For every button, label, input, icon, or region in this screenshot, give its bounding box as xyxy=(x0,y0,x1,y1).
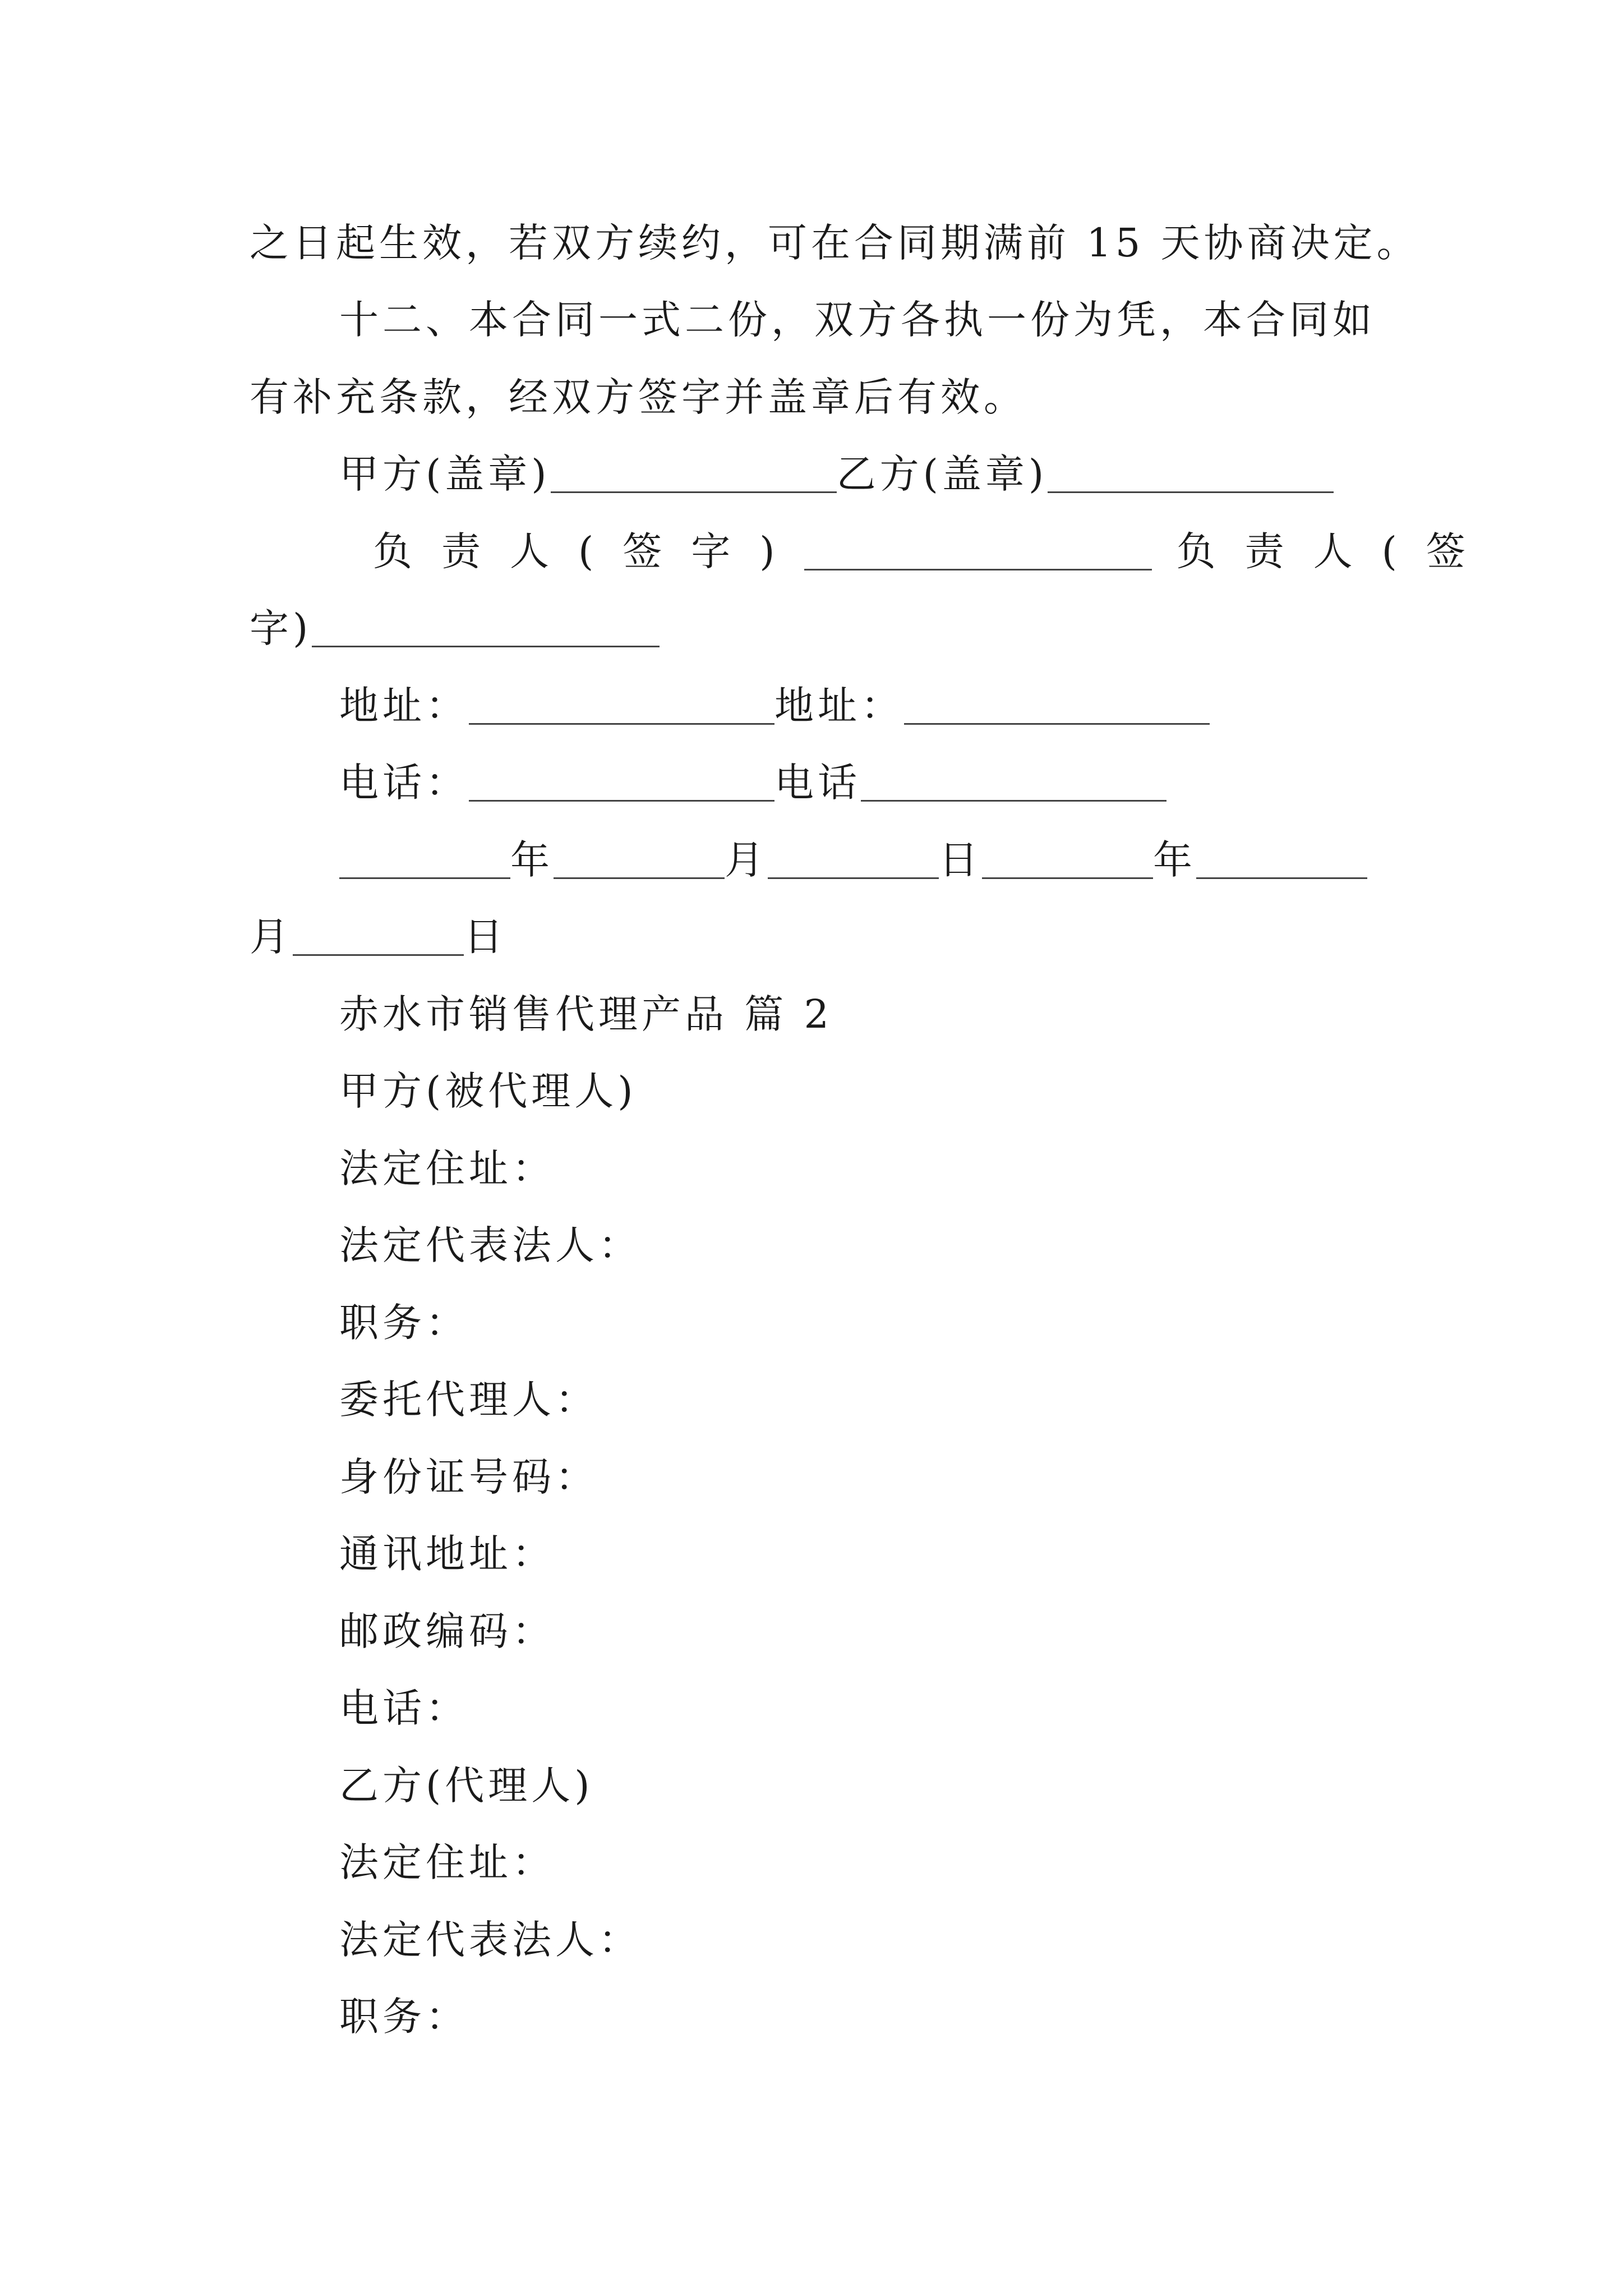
party-b-field: 职务： xyxy=(339,1994,469,2040)
year-b-blank[interactable] xyxy=(982,838,1153,879)
address-b-label: 地址： xyxy=(774,683,904,729)
day-b-label: 日 xyxy=(464,914,507,960)
responsible-b-label-end: 字) xyxy=(250,605,312,651)
seal-row xyxy=(339,447,1334,501)
day-a-label: 日 xyxy=(939,837,982,883)
address-a-label: 地址： xyxy=(339,683,469,729)
month-b-label: 月 xyxy=(250,914,293,960)
party-a-field: 通讯地址： xyxy=(339,1531,555,1577)
responsible-row-cont xyxy=(250,601,660,655)
section-title: 赤水市销售代理产品 篇 2 xyxy=(339,991,833,1037)
party-a-seal-label: 甲方(盖章) xyxy=(339,451,551,497)
party-b-field: 法定住址： xyxy=(339,1839,555,1885)
phone-b-label: 电话 xyxy=(774,760,861,806)
address-row xyxy=(339,679,1210,733)
year-b-label: 年 xyxy=(1153,837,1196,883)
responsible-a-blank[interactable] xyxy=(804,530,1152,570)
day-a-blank[interactable] xyxy=(768,838,939,879)
party-a-field: 法定住址： xyxy=(339,1145,555,1191)
party-b-seal-blank[interactable] xyxy=(1048,452,1334,493)
party-a-field: 身份证号码： xyxy=(339,1454,598,1500)
year-a-blank[interactable] xyxy=(339,838,510,879)
responsible-a-label: 负责人(签字) xyxy=(373,528,804,574)
contract-text-line: 之日起生效，若双方续约，可在合同期满前 15 天协商决定。 xyxy=(250,220,1420,266)
party-a-heading: 甲方(被代理人) xyxy=(339,1068,637,1114)
year-a-label: 年 xyxy=(510,837,554,883)
day-b-blank[interactable] xyxy=(293,915,464,956)
phone-a-label: 电话： xyxy=(339,760,469,806)
phone-b-blank[interactable] xyxy=(861,761,1166,802)
clause-12-line-2: 有补充条款，经双方签字并盖章后有效。 xyxy=(250,374,1027,420)
party-a-field: 委托代理人： xyxy=(339,1377,598,1423)
party-b-seal-label: 乙方(盖章) xyxy=(836,451,1048,497)
party-a-field: 邮政编码： xyxy=(339,1608,555,1654)
month-a-blank[interactable] xyxy=(554,838,725,879)
party-a-field: 电话： xyxy=(339,1685,469,1731)
month-b-blank-start[interactable] xyxy=(1196,838,1367,879)
responsible-row xyxy=(373,524,1495,578)
phone-a-blank[interactable] xyxy=(469,761,774,802)
responsible-b-blank[interactable] xyxy=(312,606,660,647)
address-b-blank[interactable] xyxy=(904,684,1210,725)
clause-12-line-1: 十二、本合同一式二份，双方各执一份为凭，本合同如 xyxy=(339,297,1376,343)
party-a-field: 职务： xyxy=(339,1300,469,1346)
date-row xyxy=(339,833,1367,887)
month-a-label: 月 xyxy=(725,837,768,883)
date-row-cont xyxy=(250,910,507,964)
party-a-field: 法定代表法人： xyxy=(339,1222,642,1268)
party-b-heading: 乙方(代理人) xyxy=(339,1763,594,1809)
phone-row xyxy=(339,756,1166,809)
address-a-blank[interactable] xyxy=(469,684,774,725)
responsible-b-label: 负责人(签 xyxy=(1176,528,1495,574)
party-b-field: 法定代表法人： xyxy=(339,1917,642,1963)
party-a-seal-blank[interactable] xyxy=(551,452,837,493)
